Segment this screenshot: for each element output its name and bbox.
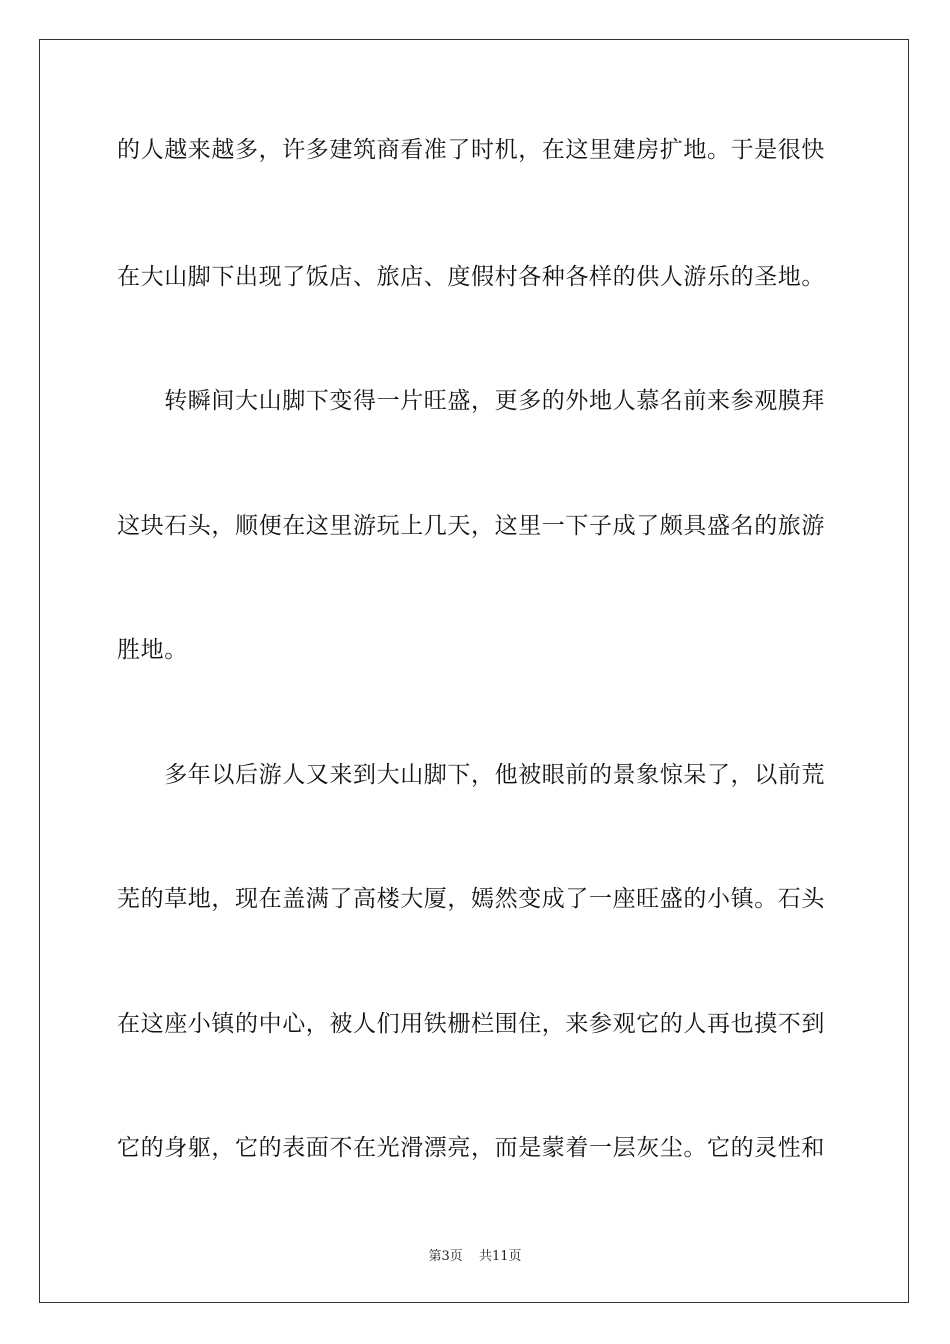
page-frame <box>39 39 909 1303</box>
text-line: 在大山脚下出现了饭店、旅店、度假村各种各样的供人游乐的圣地。 <box>117 264 825 290</box>
text-line: 胜地。 <box>117 637 188 663</box>
text-line: 它的身躯，它的表面不在光滑漂亮，而是蒙着一层灰尘。它的灵性和 <box>117 1135 825 1161</box>
text-line: 多年以后游人又来到大山脚下，他被眼前的景象惊呆了，以前荒 <box>117 762 825 788</box>
page-total: 共11页 <box>478 1249 522 1264</box>
text-line: 在这座小镇的中心，被人们用铁栅栏围住，来参观它的人再也摸不到 <box>117 1011 825 1037</box>
page-footer <box>0 1248 950 1266</box>
text-line: 这块石头，顺便在这里游玩上几天，这里一下子成了颇具盛名的旅游 <box>117 513 825 539</box>
text-line: 的人越来越多，许多建筑商看准了时机，在这里建房扩地。于是很快 <box>117 137 825 163</box>
text-line: 芜的草地，现在盖满了高楼大厦，嫣然变成了一座旺盛的小镇。石头 <box>117 886 825 912</box>
page-number: 第3页 <box>428 1249 463 1264</box>
text-line: 转瞬间大山脚下变得一片旺盛，更多的外地人慕名前来参观膜拜 <box>117 388 825 414</box>
